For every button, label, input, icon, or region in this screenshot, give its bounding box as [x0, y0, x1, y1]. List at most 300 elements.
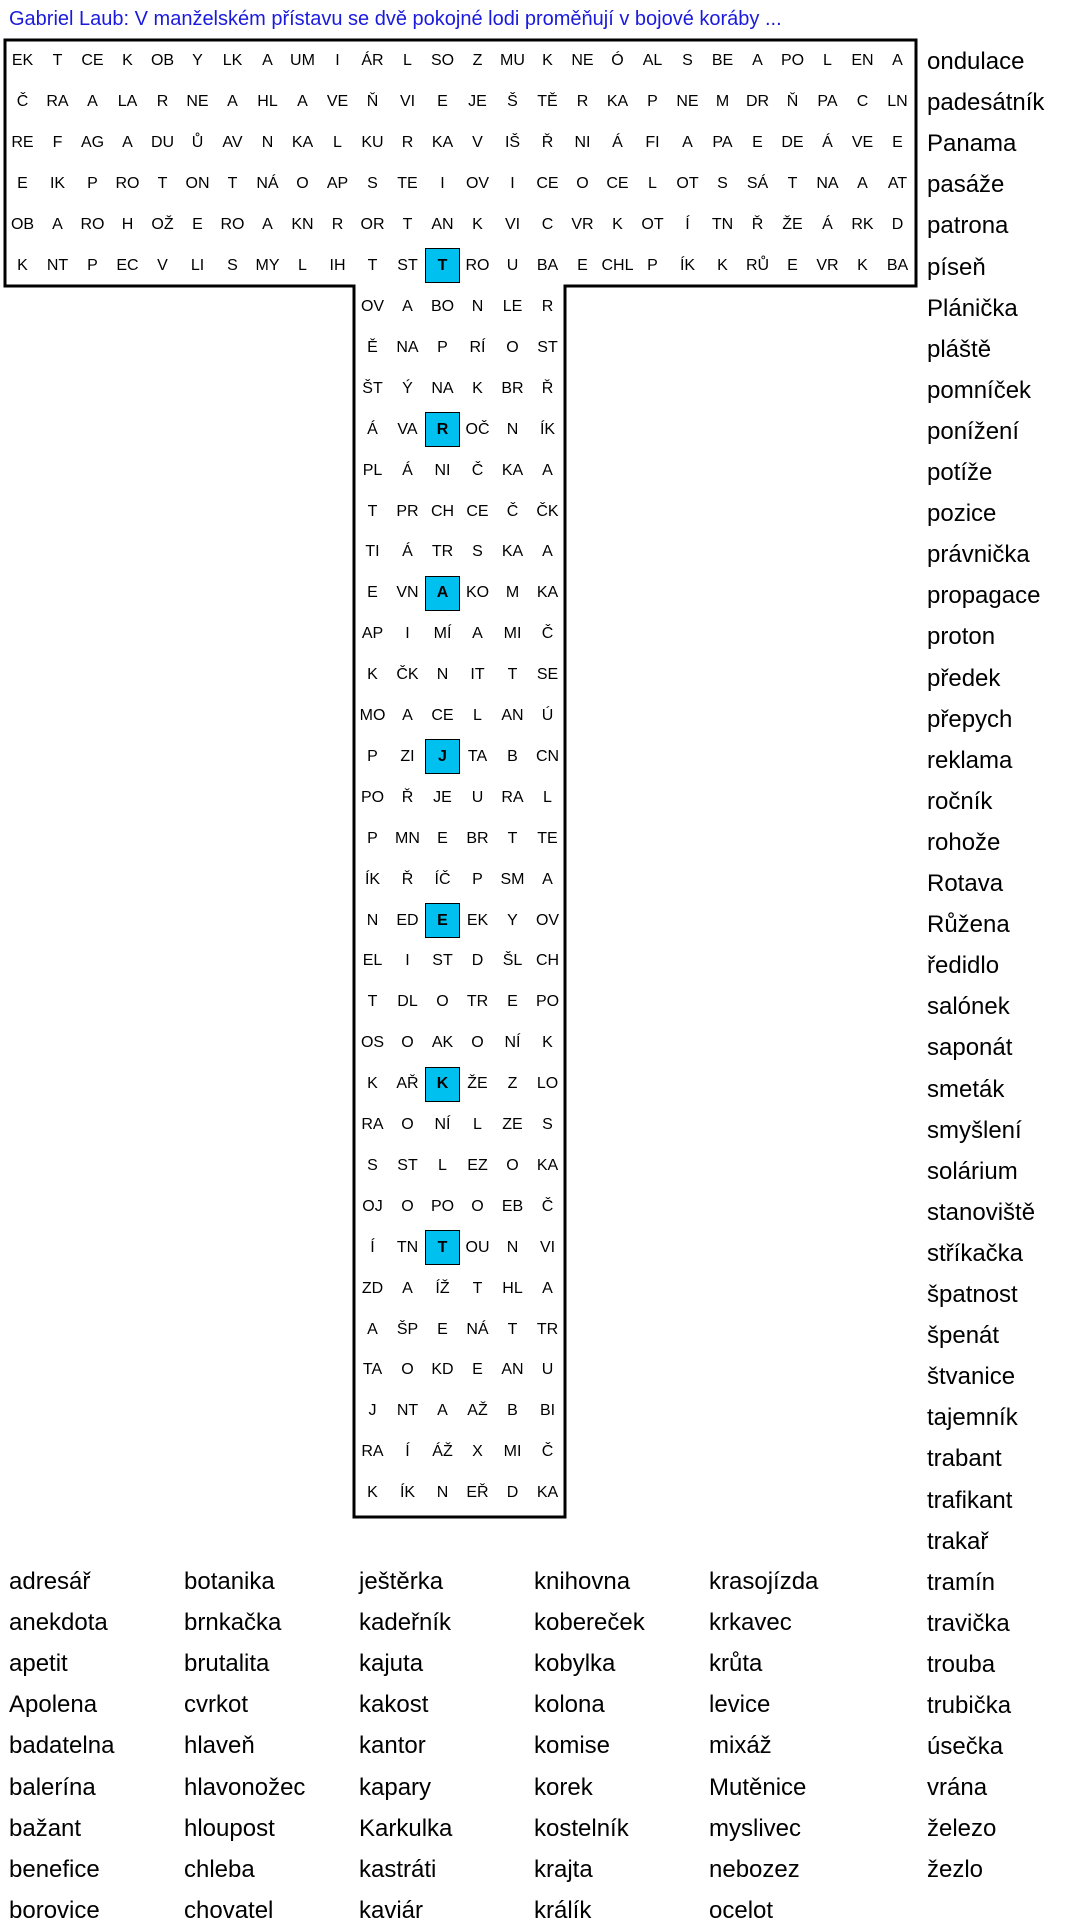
word-list-item: potíže — [927, 459, 993, 486]
grid-cell: ŠL — [502, 952, 523, 970]
word-list-item: Apolena — [9, 1691, 98, 1719]
grid-cell: AV — [222, 133, 243, 151]
grid-cell-highlighted: J — [425, 739, 460, 774]
grid-cell: PO — [430, 1197, 455, 1215]
grid-cell: N — [471, 298, 484, 315]
grid-cell: NE — [676, 92, 699, 110]
grid-cell: T — [367, 256, 378, 274]
grid-cell: OŽ — [151, 215, 174, 233]
grid-cell: PA — [817, 92, 838, 110]
grid-cell: RO — [115, 174, 140, 192]
word-list-item: Rotava — [927, 870, 1004, 897]
grid-cell: NÍ — [434, 1116, 451, 1133]
grid-cell: L — [648, 174, 657, 192]
grid-cell: ST — [397, 256, 418, 274]
grid-cell: VA — [397, 420, 418, 438]
grid-cell: Y — [192, 52, 203, 69]
grid-cell: Ů — [191, 133, 204, 151]
grid-cell: Ř — [751, 215, 764, 233]
grid-cell: ÁŽ — [432, 1443, 453, 1461]
grid-cell: B — [507, 1402, 518, 1420]
word-list-item: Růžena — [927, 911, 1010, 939]
grid-cell: MÍ — [433, 625, 452, 643]
grid-cell: ST — [397, 1156, 418, 1174]
grid-cell: VE — [851, 133, 874, 151]
grid-cell: Á — [822, 133, 833, 151]
grid-cell: LK — [222, 52, 243, 69]
grid-cell: KD — [431, 1361, 454, 1379]
grid-cell: A — [542, 1279, 553, 1297]
grid-cell: ZI — [400, 747, 415, 765]
grid-cell: RO — [465, 256, 490, 274]
grid-cell: E — [507, 993, 518, 1011]
grid-cell: K — [367, 1484, 378, 1502]
grid-cell: A — [227, 92, 238, 110]
grid-cell: TA — [362, 1361, 383, 1379]
grid-cell: K — [472, 379, 483, 397]
grid-cell: JE — [433, 788, 452, 806]
word-list-item: botanika — [184, 1568, 275, 1595]
grid-cell: TE — [397, 174, 418, 192]
grid-cell: ST — [537, 338, 558, 356]
grid-cell: NA — [431, 379, 454, 397]
word-list-item: tajemník — [927, 1404, 1018, 1432]
grid-cell: Ě — [367, 338, 378, 356]
grid-cell: VI — [539, 1238, 556, 1256]
grid-cell: ČK — [536, 502, 559, 520]
grid-cell: HL — [502, 1279, 523, 1297]
grid-cell: EZ — [467, 1156, 488, 1174]
word-list-item: chleba — [184, 1855, 255, 1883]
word-list-item: Mutěnice — [709, 1773, 807, 1801]
grid-cell: AP — [361, 625, 384, 643]
word-list-item: smyšlení — [927, 1116, 1022, 1144]
word-list-item: nebozez — [709, 1855, 800, 1883]
grid-cell: AL — [642, 52, 663, 69]
grid-cell: CH — [535, 952, 560, 970]
grid-cell: ŠP — [396, 1320, 419, 1338]
grid-cell: EK — [11, 52, 34, 69]
grid-cell: T — [472, 1279, 483, 1297]
grid-cell: PA — [712, 133, 733, 151]
grid-cell: NT — [46, 256, 69, 274]
word-list-item: solárium — [927, 1157, 1018, 1185]
word-list-item: proton — [927, 623, 996, 651]
grid-cell: Z — [507, 1075, 518, 1093]
grid-cell: HL — [257, 92, 278, 110]
grid-cell: MO — [359, 707, 386, 724]
grid-cell: Č — [541, 1443, 554, 1461]
grid-cell-highlighted: T — [425, 1230, 460, 1265]
grid-cell: FI — [645, 133, 660, 151]
word-list-item: krůta — [709, 1650, 763, 1678]
grid-cell: TA — [467, 747, 488, 765]
grid-cell: Ň — [786, 92, 799, 110]
grid-cell: T — [367, 993, 378, 1011]
word-list-item: přepych — [927, 705, 1013, 733]
grid-cell: AN — [501, 1361, 524, 1379]
grid-cell: S — [682, 52, 693, 69]
grid-cell: ÍK — [399, 1484, 416, 1502]
word-list-item: hlaveň — [184, 1732, 255, 1760]
grid-cell: BA — [886, 256, 909, 274]
grid-cell: OB — [10, 215, 35, 233]
grid-cell: Í — [405, 1443, 410, 1461]
grid-cell: EN — [851, 52, 874, 69]
grid-cell: E — [367, 584, 378, 602]
word-list-item: krajta — [534, 1855, 593, 1883]
grid-cell: Ř — [541, 379, 554, 397]
grid-cell: Ř — [401, 788, 414, 806]
grid-cell: A — [122, 133, 133, 151]
word-list-item: mixáž — [709, 1732, 772, 1760]
grid-cell: A — [892, 52, 903, 69]
grid-cell: Š — [507, 92, 518, 110]
grid-cell: A — [437, 1402, 448, 1420]
grid-cell: KA — [536, 1156, 559, 1174]
grid-cell: N — [436, 1484, 449, 1502]
grid-cell: UM — [290, 52, 315, 69]
grid-cell: LE — [502, 298, 523, 315]
grid-cell: ÍK — [679, 256, 696, 274]
grid-cell: O — [401, 1197, 414, 1215]
word-list-item: Plánička — [927, 294, 1018, 322]
grid-cell: DE — [781, 133, 804, 151]
grid-cell: LA — [117, 92, 138, 110]
grid-cell: RA — [361, 1116, 384, 1133]
grid-cell: P — [367, 747, 378, 765]
grid-cell: VE — [326, 92, 349, 110]
word-list-item: krasojízda — [709, 1568, 819, 1595]
grid-cell: OT — [641, 215, 664, 233]
grid-cell: PO — [535, 993, 560, 1011]
grid-cell-highlighted: A — [425, 576, 460, 611]
grid-cell: P — [87, 256, 98, 274]
word-list-item: kaviár — [359, 1896, 424, 1924]
word-list-item: Karkulka — [359, 1814, 453, 1842]
grid-cell: L — [823, 52, 832, 69]
grid-cell: IŠ — [504, 133, 521, 151]
grid-cell: EK — [466, 911, 489, 929]
grid-cell: TR — [466, 993, 489, 1011]
grid-cell: Ř — [401, 870, 414, 888]
grid-cell: BR — [466, 829, 489, 847]
grid-cell: EL — [362, 952, 383, 970]
grid-cell: ÁR — [361, 52, 384, 69]
word-list-item: saponát — [927, 1034, 1013, 1062]
word-list-item: korek — [534, 1773, 593, 1801]
word-list-item: kastráti — [359, 1855, 437, 1883]
grid-cell: OJ — [362, 1197, 383, 1215]
grid-cell: KA — [501, 461, 524, 479]
word-list-item: kajuta — [359, 1650, 424, 1678]
grid-cell: DR — [745, 92, 770, 110]
grid-cell: MI — [503, 1443, 522, 1461]
grid-cell: L — [473, 707, 482, 724]
word-list-item: stříkačka — [927, 1239, 1024, 1267]
grid-cell: ÍK — [364, 870, 381, 888]
word-list-item: trabant — [927, 1445, 1002, 1473]
word-list-item: ocelot — [709, 1896, 774, 1924]
grid-cell: CE — [81, 52, 104, 69]
grid-cell: R — [331, 215, 344, 233]
grid-cell: NE — [571, 52, 594, 69]
word-list-item: špatnost — [927, 1281, 1018, 1308]
grid-cell: RA — [501, 788, 524, 806]
grid-cell: PL — [362, 461, 383, 479]
word-list-item: ponížení — [927, 417, 1020, 445]
word-list-item: smeták — [927, 1075, 1005, 1103]
grid-cell: T — [507, 1320, 518, 1338]
grid-cell: DL — [397, 993, 418, 1011]
word-list-item: kostelník — [534, 1814, 629, 1842]
word-list-item: rohože — [927, 828, 1001, 856]
grid-cell: P — [87, 174, 98, 192]
grid-cell: E — [752, 133, 763, 151]
grid-cell: C — [856, 92, 869, 110]
grid-cell: T — [367, 502, 378, 520]
grid-cell: EB — [501, 1197, 524, 1215]
grid-cell: Í — [370, 1238, 375, 1256]
grid-cell: P — [647, 92, 658, 110]
grid-cell: SO — [430, 52, 455, 69]
grid-cell: CN — [535, 747, 560, 765]
grid-cell: X — [472, 1443, 483, 1461]
grid-cell: R — [576, 92, 589, 110]
grid-cell: A — [402, 298, 413, 315]
grid-cell: OČ — [465, 420, 490, 438]
grid-cell: O — [296, 174, 309, 192]
word-list-item: trafikant — [927, 1486, 1013, 1514]
word-list-item: žezlo — [927, 1856, 984, 1884]
grid-cell: T — [402, 215, 413, 233]
word-list-item: levice — [709, 1691, 771, 1719]
grid-cell: B — [507, 747, 518, 765]
grid-cell: ÍŽ — [435, 1279, 450, 1297]
grid-cell: A — [52, 215, 63, 233]
word-list-item: štvanice — [927, 1363, 1016, 1391]
grid-cell: D — [471, 952, 484, 970]
word-list-item: adresář — [9, 1568, 91, 1595]
word-list-item: chovatel — [184, 1896, 274, 1924]
grid-cell-highlighted: E — [425, 903, 460, 938]
grid-cell: AT — [887, 174, 908, 192]
grid-cell: TE — [537, 829, 558, 847]
grid-cell: I — [405, 952, 410, 970]
grid-cell: CE — [536, 174, 559, 192]
grid-cell: KO — [465, 584, 490, 602]
grid-cell: K — [857, 256, 868, 274]
word-list-item: pasáže — [927, 171, 1005, 199]
grid-cell: Č — [471, 461, 484, 479]
grid-cell: K — [717, 256, 728, 274]
word-list-item: tramín — [927, 1568, 996, 1596]
grid-cell: O — [401, 1116, 414, 1133]
grid-cell: T — [52, 52, 63, 69]
grid-cell: NA — [816, 174, 839, 192]
grid-cell: U — [471, 788, 484, 806]
word-list-item: pomníček — [927, 376, 1032, 404]
word-list-item: kantor — [359, 1732, 426, 1760]
grid-cell: O — [471, 1034, 484, 1052]
grid-cell: BO — [430, 298, 455, 315]
grid-cell: TR — [431, 543, 454, 561]
grid-cell: Č — [541, 1197, 554, 1215]
grid-cell: I — [510, 174, 515, 192]
grid-cell: CE — [466, 502, 489, 520]
grid-cell: O — [506, 338, 519, 356]
grid-cell: PO — [360, 788, 385, 806]
word-list-item: hlavonožec — [184, 1773, 306, 1801]
word-list-item: reklama — [927, 746, 1013, 774]
word-list-item: myslivec — [709, 1814, 802, 1842]
grid-cell: Č — [16, 92, 29, 110]
grid-cell: KA — [501, 543, 524, 561]
grid-cell: KA — [536, 584, 559, 602]
grid-cell: K — [367, 666, 378, 684]
word-list-item: propagace — [927, 582, 1041, 610]
grid-cell: NA — [396, 338, 419, 356]
word-list-item: brutalita — [184, 1650, 270, 1678]
word-list-item: kapary — [359, 1773, 432, 1801]
grid-cell: O — [576, 174, 589, 192]
grid-cell: L — [473, 1116, 482, 1133]
grid-cell: ŽE — [467, 1075, 488, 1093]
grid-cell: AŘ — [396, 1075, 419, 1093]
word-list-item: trouba — [927, 1650, 996, 1678]
word-list-item: Panama — [927, 130, 1017, 158]
grid-cell: Ó — [611, 52, 624, 69]
word-list-item: knihovna — [534, 1568, 631, 1595]
grid-cell: VN — [396, 584, 419, 602]
word-list-item: balerína — [9, 1773, 96, 1801]
grid-cell: L — [298, 256, 307, 274]
grid-cell: D — [506, 1484, 519, 1502]
grid-cell: K — [472, 215, 483, 233]
grid-cell-highlighted: R — [425, 412, 460, 447]
grid-cell: IK — [49, 174, 66, 192]
grid-cell: E — [577, 256, 588, 274]
grid-cell: A — [262, 215, 273, 233]
grid-cell: AN — [501, 707, 524, 724]
grid-cell: RÍ — [469, 338, 486, 356]
grid-cell: IT — [470, 666, 485, 684]
word-list-item: kakost — [359, 1691, 429, 1719]
grid-cell: ŽE — [782, 215, 803, 233]
grid-cell: OR — [360, 215, 385, 233]
word-list-item: úsečka — [927, 1733, 1004, 1761]
grid-cell: OS — [360, 1034, 385, 1052]
grid-cell: AŽ — [467, 1402, 488, 1420]
word-list-item: travička — [927, 1609, 1010, 1637]
grid-cell: AK — [431, 1034, 454, 1052]
grid-cell: U — [506, 256, 519, 274]
grid-cell: VR — [571, 215, 594, 233]
grid-cell: VR — [816, 256, 839, 274]
grid-cell: R — [541, 298, 554, 315]
grid-cell: P — [367, 829, 378, 847]
grid-cell: E — [17, 174, 28, 192]
grid-cell: Y — [507, 911, 518, 929]
grid-cell: LO — [536, 1075, 559, 1093]
grid-cell: IH — [329, 256, 346, 274]
grid-cell: NÁ — [466, 1320, 489, 1338]
grid-cell: K — [542, 52, 553, 69]
grid-cell: CH — [430, 502, 455, 520]
grid-cell: T — [507, 829, 518, 847]
grid-cell: J — [368, 1402, 377, 1420]
grid-cell-highlighted: T — [425, 248, 460, 283]
grid-cell: OB — [150, 52, 175, 69]
word-list-item: trakař — [927, 1527, 989, 1555]
word-list-item: kolona — [534, 1691, 605, 1719]
grid-cell: R — [156, 92, 169, 110]
grid-cell: Č — [506, 502, 519, 520]
word-list-item: bažant — [9, 1814, 82, 1842]
grid-cell: K — [367, 1075, 378, 1093]
word-list-item: ještěrka — [359, 1568, 444, 1595]
word-list-item: badatelna — [9, 1732, 115, 1760]
grid-cell: OV — [360, 298, 385, 315]
grid-cell: PO — [780, 52, 805, 69]
grid-cell: LI — [190, 256, 205, 274]
grid-cell: S — [542, 1116, 553, 1133]
grid-cell: O — [401, 1361, 414, 1379]
grid-cell: AG — [80, 133, 105, 151]
grid-cell: T — [227, 174, 238, 192]
grid-cell: CE — [431, 707, 454, 724]
grid-cell: N — [506, 420, 519, 438]
grid-cell: E — [437, 1320, 448, 1338]
grid-cell: AP — [326, 174, 349, 192]
grid-cell: ON — [185, 174, 210, 192]
grid-cell: K — [122, 52, 133, 69]
grid-cell: Á — [612, 133, 623, 151]
word-list-item: vrána — [927, 1774, 988, 1802]
grid-cell: A — [472, 625, 483, 643]
grid-cell: ZE — [502, 1116, 523, 1133]
grid-cell: I — [405, 625, 410, 643]
grid-cell: TR — [536, 1320, 559, 1338]
word-list-item: krkavec — [709, 1609, 792, 1637]
grid-cell: C — [541, 215, 554, 233]
page-title: Gabriel Laub: V manželském přístavu se dvě pokojné lodi proměňují v bojové koráby ... — [9, 8, 782, 30]
grid-cell: T — [787, 174, 798, 192]
word-list-item: králík — [534, 1896, 592, 1924]
word-list-item: padesátník — [927, 89, 1045, 117]
grid-cell: O — [471, 1197, 484, 1215]
grid-cell: K — [612, 215, 623, 233]
grid-cell: Ú — [541, 707, 554, 724]
grid-cell: D — [891, 215, 904, 233]
word-list-item: předek — [927, 664, 1001, 692]
grid-cell: E — [472, 1361, 483, 1379]
grid-cell: RO — [80, 215, 105, 233]
word-list-item: železo — [927, 1815, 997, 1843]
grid-cell: RA — [361, 1443, 384, 1461]
grid-cell: TN — [711, 215, 734, 233]
grid-cell: S — [367, 1156, 378, 1174]
grid-cell: N — [366, 911, 379, 929]
grid-cell: N — [436, 666, 449, 684]
word-list-item: píseň — [927, 253, 986, 281]
grid-cell: NT — [396, 1402, 419, 1420]
grid-cell: SE — [536, 666, 559, 684]
grid-cell: Á — [402, 543, 413, 561]
grid-cell: A — [542, 461, 553, 479]
grid-cell: ED — [396, 911, 419, 929]
grid-cell: RK — [851, 215, 874, 233]
